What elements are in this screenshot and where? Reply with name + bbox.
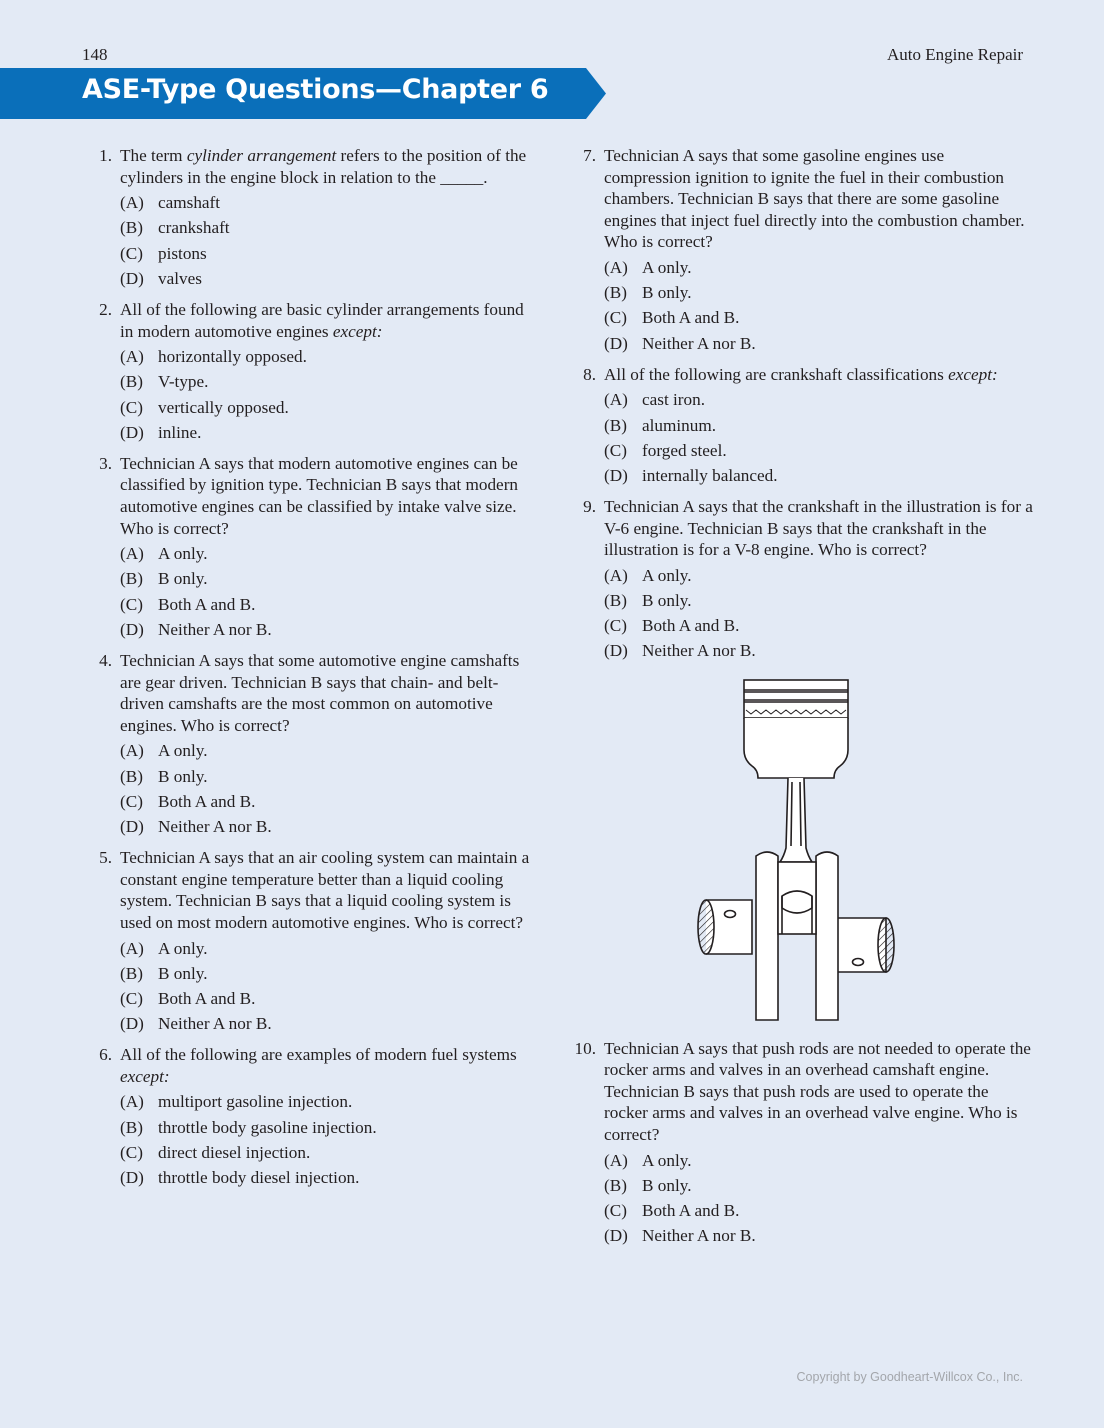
- option-c[interactable]: [120, 986, 540, 1011]
- option-text: A only.: [642, 565, 692, 585]
- option-text: Neither A nor B.: [642, 641, 756, 661]
- option-d[interactable]: [604, 638, 1034, 663]
- option-d[interactable]: [120, 1011, 540, 1036]
- option-b[interactable]: [604, 1173, 1034, 1198]
- option-b[interactable]: [120, 764, 540, 789]
- chapter-banner: [0, 68, 606, 119]
- option-c[interactable]: [604, 613, 1034, 638]
- option-text: Neither A nor B.: [642, 333, 756, 353]
- option-text: Neither A nor B.: [158, 1014, 272, 1034]
- option-letter: (B): [604, 415, 627, 435]
- option-letter: (D): [604, 333, 628, 353]
- option-text: valves: [158, 268, 202, 288]
- option-text: multiport gasoline injection.: [158, 1092, 353, 1112]
- option-letter: (C): [120, 988, 143, 1008]
- option-letter: (B): [120, 569, 143, 589]
- answer-options: [120, 738, 540, 839]
- option-letter: (C): [120, 243, 143, 263]
- question-text-part: The term: [120, 146, 187, 165]
- option-a[interactable]: [604, 387, 1034, 412]
- question-number: 9.: [583, 497, 596, 517]
- chapter-title: ASE-Type Questions—Chapter 6: [82, 74, 549, 105]
- option-letter: (D): [120, 268, 144, 288]
- option-letter: (B): [120, 963, 143, 983]
- question-text-part: All of the following are examples of modern fuel systems: [120, 1045, 517, 1065]
- option-text: A only.: [642, 257, 692, 277]
- option-d[interactable]: [604, 331, 1034, 356]
- option-c[interactable]: [120, 241, 540, 266]
- page-number: 148: [82, 45, 108, 64]
- copyright-notice: Copyright by Goodheart-Willcox Co., Inc.: [796, 1370, 1023, 1384]
- option-text: A only.: [158, 544, 208, 564]
- question-text: Technician A says that an air cooling system can maintain a constant engine temperature better than a liquid cooling system. Technician B says that a liquid cooling system is used on most modern automotive engines. Who is correct?: [120, 848, 530, 932]
- option-c[interactable]: [604, 305, 1034, 330]
- option-letter: (C): [120, 1142, 143, 1162]
- option-letter: (A): [120, 347, 144, 367]
- left-column: [90, 145, 540, 1198]
- question-number: 2.: [99, 299, 112, 319]
- question-text-italic: except:: [332, 321, 383, 341]
- option-letter: (A): [604, 1150, 628, 1170]
- option-text: A only.: [642, 1150, 692, 1170]
- answer-options: [604, 387, 1034, 488]
- option-d[interactable]: [120, 266, 540, 291]
- option-letter: (A): [604, 257, 628, 277]
- question-number: 8.: [583, 364, 596, 384]
- option-letter: (A): [120, 544, 144, 564]
- question-text: Technician A says that push rods are not needed to operate the rocker arms and valves in an overhead camshaft engine. Technician B says that push rods are used to operate the rocker arms and valves in an overhead valve engine. Who is correct?: [604, 1038, 1031, 1144]
- option-letter: (A): [604, 565, 628, 585]
- option-text: Both A and B.: [642, 308, 740, 328]
- option-letter: (D): [120, 422, 144, 442]
- question-8: [574, 364, 1034, 488]
- option-letter: (B): [604, 283, 627, 303]
- option-text: B only.: [642, 591, 692, 611]
- option-d[interactable]: [120, 814, 540, 839]
- question-number: 3.: [99, 453, 112, 473]
- option-text: A only.: [158, 938, 208, 958]
- option-d[interactable]: [120, 1165, 540, 1190]
- question-number: 1.: [99, 146, 112, 165]
- option-text: cast iron.: [642, 390, 706, 410]
- option-a[interactable]: [120, 190, 540, 215]
- option-text: inline.: [158, 422, 202, 442]
- option-c[interactable]: [604, 1198, 1034, 1223]
- option-text: aluminum.: [642, 415, 716, 435]
- question-6: [90, 1044, 540, 1190]
- option-text: throttle body gasoline injection.: [158, 1117, 377, 1137]
- option-letter: (A): [604, 390, 628, 410]
- answer-options: [604, 563, 1034, 664]
- option-text: forged steel.: [642, 440, 727, 460]
- option-text: Both A and B.: [642, 1200, 740, 1220]
- option-letter: (B): [120, 218, 143, 238]
- option-b[interactable]: [604, 280, 1034, 305]
- answer-options: [604, 255, 1034, 356]
- option-text: vertically opposed.: [158, 397, 289, 417]
- option-text: direct diesel injection.: [158, 1142, 311, 1162]
- answer-options: [604, 1148, 1034, 1249]
- option-b[interactable]: [604, 588, 1034, 613]
- option-letter: (C): [120, 791, 143, 811]
- question-7: [574, 145, 1034, 356]
- question-1: [90, 145, 540, 291]
- piston-crankshaft-illustration: [688, 678, 918, 1028]
- answer-options: [120, 190, 540, 291]
- question-5: [90, 847, 540, 1036]
- question-text: [120, 1044, 540, 1087]
- option-d[interactable]: [604, 1223, 1034, 1248]
- option-letter: (A): [120, 741, 144, 761]
- option-text: B only.: [642, 283, 692, 303]
- question-text-part: All of the following are basic cylinder arrangements found in modern automotive engines: [120, 299, 524, 341]
- option-text: Both A and B.: [158, 988, 256, 1008]
- question-number: 5.: [99, 848, 112, 868]
- option-text: B only.: [158, 766, 208, 786]
- option-b[interactable]: [120, 369, 540, 394]
- option-text: internally balanced.: [642, 465, 778, 485]
- option-text: pistons: [158, 243, 207, 263]
- option-letter: (A): [120, 193, 144, 213]
- option-text: camshaft: [158, 193, 221, 213]
- option-letter: (B): [604, 1175, 627, 1195]
- question-text-part: refers to the position of the cylinders in the engine block in relation to the _____.: [120, 146, 527, 187]
- question-text: Technician A says that some gasoline engines use compression ignition to ignite the fuel in their combustion chambers. Technician B says that there are some gasoline engines that inject fuel directly into the combustion chamber. Who is correct?: [604, 146, 1025, 252]
- option-text: Both A and B.: [158, 594, 256, 614]
- question-text-italic: except:: [948, 364, 998, 384]
- option-c[interactable]: [120, 1140, 540, 1165]
- question-10: [574, 1038, 1034, 1249]
- option-text: B only.: [642, 1175, 692, 1195]
- option-text: V-type.: [158, 372, 209, 392]
- option-letter: (B): [120, 766, 143, 786]
- option-a[interactable]: [120, 344, 540, 369]
- question-text-italic: cylinder arrangement: [186, 146, 337, 165]
- option-a[interactable]: [604, 255, 1034, 280]
- option-a[interactable]: [604, 563, 1034, 588]
- option-a[interactable]: [604, 1148, 1034, 1173]
- option-text: Both A and B.: [158, 791, 256, 811]
- question-number: 10.: [574, 1038, 596, 1058]
- option-letter: (D): [604, 641, 628, 661]
- option-text: B only.: [158, 963, 208, 983]
- question-text: [604, 364, 1034, 386]
- option-text: crankshaft: [158, 218, 230, 238]
- option-c[interactable]: [604, 438, 1034, 463]
- option-text: A only.: [158, 741, 208, 761]
- option-letter: (C): [120, 594, 143, 614]
- option-letter: (B): [604, 591, 627, 611]
- option-letter: (C): [604, 616, 627, 636]
- option-a[interactable]: [120, 541, 540, 566]
- question-2: [90, 299, 540, 445]
- question-text: Technician A says that the crankshaft in the illustration is for a V-6 engine. Technician B says that the crankshaft in the illustration is for a V-8 engine. Who is correct?: [604, 497, 1033, 560]
- option-a[interactable]: [120, 936, 540, 961]
- option-letter: (D): [120, 1014, 144, 1034]
- option-a[interactable]: [120, 1089, 540, 1114]
- option-b[interactable]: [120, 1115, 540, 1140]
- option-letter: (D): [120, 1168, 144, 1187]
- option-letter: (C): [604, 440, 627, 460]
- option-c[interactable]: [120, 592, 540, 617]
- option-letter: (A): [120, 1092, 144, 1112]
- question-text: [120, 299, 540, 342]
- option-b[interactable]: [120, 215, 540, 240]
- option-d[interactable]: [120, 420, 540, 445]
- option-text: Neither A nor B.: [158, 816, 272, 836]
- option-letter: (D): [120, 816, 144, 836]
- option-letter: (D): [604, 465, 628, 485]
- question-text-part: All of the following are crankshaft classifications: [604, 364, 949, 384]
- option-letter: (C): [604, 308, 627, 328]
- option-a[interactable]: [120, 738, 540, 763]
- question-number: 4.: [99, 651, 112, 670]
- option-letter: (D): [604, 1226, 628, 1246]
- option-d[interactable]: [120, 617, 540, 642]
- option-letter: (B): [120, 1117, 143, 1137]
- option-d[interactable]: [604, 463, 1034, 488]
- question-text-italic: except:: [120, 1066, 170, 1086]
- answer-options: [120, 1089, 540, 1190]
- option-c[interactable]: [120, 395, 540, 420]
- option-b[interactable]: [120, 961, 540, 986]
- question-number: 7.: [583, 146, 596, 165]
- question-text: Technician A says that modern automotive engines can be classified by ignition type. Technician B says that modern automotive engines can be classified by intake valve size. Who is correct?: [120, 453, 519, 538]
- option-letter: (C): [604, 1200, 627, 1220]
- option-text: throttle body diesel injection.: [158, 1168, 360, 1187]
- question-4: [90, 650, 540, 839]
- option-text: Both A and B.: [642, 616, 740, 636]
- question-text: [120, 145, 540, 188]
- question-text: Technician A says that some automotive engine camshafts are gear driven. Technician B says that chain- and belt-driven camshafts are the most common on automotive engines. Who is correct?: [120, 651, 520, 735]
- option-letter: (B): [120, 372, 143, 392]
- option-text: Neither A nor B.: [158, 619, 272, 639]
- answer-options: [120, 344, 540, 445]
- question-number: 6.: [99, 1045, 112, 1065]
- option-text: horizontally opposed.: [158, 347, 307, 367]
- piston-crankshaft-figure: [574, 678, 1034, 1038]
- answer-options: [120, 936, 540, 1037]
- book-title: Auto Engine Repair: [887, 45, 1023, 64]
- option-letter: (D): [120, 619, 144, 639]
- question-3: [90, 453, 540, 642]
- option-c[interactable]: [120, 789, 540, 814]
- option-text: B only.: [158, 569, 208, 589]
- answer-options: [120, 541, 540, 642]
- option-b[interactable]: [120, 566, 540, 591]
- option-b[interactable]: [604, 413, 1034, 438]
- option-text: Neither A nor B.: [642, 1226, 756, 1246]
- question-9: [574, 496, 1034, 664]
- right-column: [574, 145, 1034, 1256]
- option-letter: (C): [120, 397, 143, 417]
- option-letter: (A): [120, 938, 144, 958]
